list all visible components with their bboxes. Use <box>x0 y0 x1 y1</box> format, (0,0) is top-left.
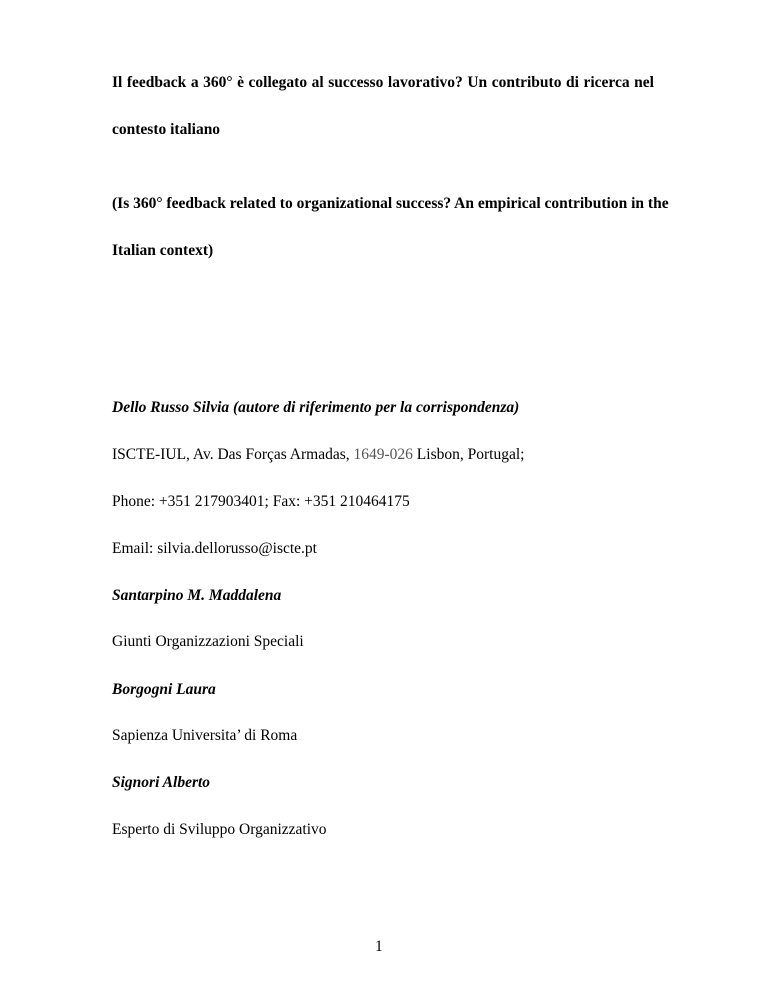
author-1-name: Dello Russo Silvia (autore di riferimento per la corrispondenza) <box>112 399 520 416</box>
author-1-affiliation-prefix: ISCTE-IUL, Av. Das Forças Armadas, <box>112 446 354 463</box>
author-3-name: Borgogni Laura <box>112 681 216 698</box>
author-1-phone-fax: Phone: +351 217903401; Fax: +351 210464175 <box>112 493 410 510</box>
author-1-affiliation-suffix: Lisbon, Portugal; <box>412 446 525 463</box>
author-1-email: Email: silvia.dellorusso@iscte.pt <box>112 540 317 557</box>
title-line-2: contesto italiano <box>112 121 221 138</box>
author-2-affiliation: Giunti Organizzazioni Speciali <box>112 633 304 650</box>
english-title-line-2: Italian context) <box>112 242 214 259</box>
author-4-name: Signori Alberto <box>112 774 211 791</box>
author-1-affiliation <box>112 445 524 465</box>
title-line-1: Il feedback a 360° è collegato al successo lavorativo? Un contributo di ricerca nel <box>112 74 654 91</box>
author-1-zip-code: 1649-026 <box>353 446 413 463</box>
page-number: 1 <box>375 938 383 955</box>
author-2-name: Santarpino M. Maddalena <box>112 587 282 604</box>
english-title-line-1: (Is 360° feedback related to organizational success? An empirical contribution in the <box>112 195 669 212</box>
author-3-affiliation: Sapienza Universita’ di Roma <box>112 727 298 744</box>
author-4-affiliation: Esperto di Sviluppo Organizzativo <box>112 821 327 838</box>
